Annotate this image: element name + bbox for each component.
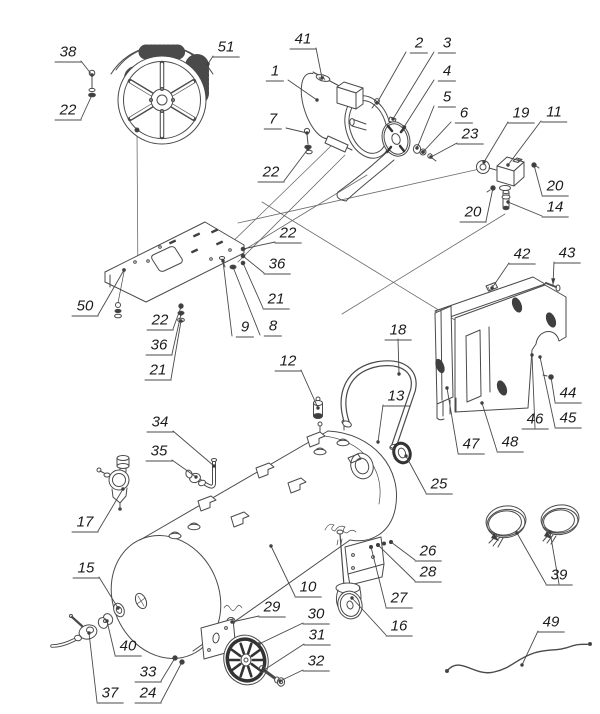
part-callout-40: 40 xyxy=(115,638,142,657)
part-callout-24: 24 xyxy=(135,685,162,704)
part-callout-18: 18 xyxy=(385,322,412,341)
part-callout-49: 49 xyxy=(538,614,565,633)
part-callout-30: 30 xyxy=(303,606,330,625)
part-callout-6: 6 xyxy=(455,105,473,124)
pump-drawing xyxy=(89,46,213,144)
part-callout-29: 29 xyxy=(259,599,286,618)
part-callout-21: 21 xyxy=(263,291,290,310)
part-callout-31: 31 xyxy=(304,627,331,646)
part-callout-14: 14 xyxy=(542,199,569,218)
part-callout-46: 46 xyxy=(522,411,549,430)
part-callout-48: 48 xyxy=(497,434,524,453)
part-callout-20: 20 xyxy=(542,178,569,197)
part-callout-22: 22 xyxy=(55,102,82,121)
part-callout-41: 41 xyxy=(290,31,317,50)
mounting-plate-drawing xyxy=(105,222,245,322)
part-callout-34: 34 xyxy=(147,414,174,433)
part-callout-51: 51 xyxy=(213,39,240,58)
part-callout-17: 17 xyxy=(72,514,99,533)
part-callout-27: 27 xyxy=(386,590,413,609)
coiled-hoses-drawing xyxy=(484,502,581,547)
part-callout-9: 9 xyxy=(236,319,254,338)
part-callout-33: 33 xyxy=(135,664,162,683)
part-callout-21: 21 xyxy=(145,362,172,381)
part-callout-25: 25 xyxy=(426,476,453,495)
part-callout-28: 28 xyxy=(415,564,442,583)
part-callout-38: 38 xyxy=(55,44,82,63)
part-callout-44: 44 xyxy=(555,385,582,404)
part-callout-15: 15 xyxy=(73,560,100,579)
part-callout-2: 2 xyxy=(410,35,428,54)
part-callout-10: 10 xyxy=(295,579,322,598)
part-callout-39: 39 xyxy=(546,567,573,586)
part-callout-8: 8 xyxy=(264,318,282,337)
part-callout-4: 4 xyxy=(438,63,456,82)
part-callout-3: 3 xyxy=(438,35,456,54)
part-callout-42: 42 xyxy=(509,246,536,265)
part-callout-22: 22 xyxy=(275,225,302,244)
power-cable-drawing xyxy=(446,643,592,673)
part-callout-32: 32 xyxy=(303,653,330,672)
part-callout-22: 22 xyxy=(258,164,285,183)
part-callout-7: 7 xyxy=(264,111,282,130)
part-callout-37: 37 xyxy=(97,685,124,704)
part-callout-45: 45 xyxy=(555,410,582,429)
motor-drawing xyxy=(294,69,436,201)
part-callout-20: 20 xyxy=(460,204,487,223)
part-callout-11: 11 xyxy=(541,104,567,123)
part-callout-35: 35 xyxy=(146,443,173,462)
part-callout-19: 19 xyxy=(508,105,535,124)
filter-regulator-drawing xyxy=(97,456,129,511)
part-callout-16: 16 xyxy=(386,618,413,637)
part-callout-26: 26 xyxy=(415,543,442,562)
part-callout-43: 43 xyxy=(554,245,581,264)
part-callout-50: 50 xyxy=(72,298,99,317)
part-callout-12: 12 xyxy=(275,353,302,372)
part-callout-47: 47 xyxy=(458,436,485,455)
part-callout-36: 36 xyxy=(146,337,173,356)
part-callout-23: 23 xyxy=(457,126,484,145)
part-callout-36: 36 xyxy=(264,256,291,275)
belt-guard-drawing xyxy=(433,277,566,420)
part-callout-1: 1 xyxy=(266,63,284,82)
part-callout-5: 5 xyxy=(438,89,456,108)
part-callout-22: 22 xyxy=(147,312,174,331)
part-callout-13: 13 xyxy=(383,388,410,407)
